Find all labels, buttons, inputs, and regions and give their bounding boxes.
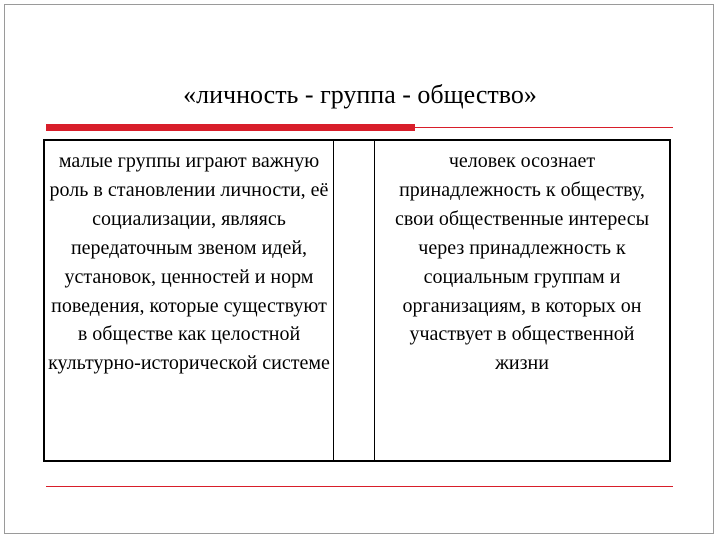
title-underline-bar — [46, 124, 415, 131]
table-cell-middle — [333, 141, 375, 460]
bottom-divider — [46, 486, 673, 487]
table-cell-left: малые группы играют важную роль в становлении личности, её социализации, являясь передаточным звеном идей, установок, ценностей и норм поведения, которые существуют в обществе как целостной культурно-исторической системе — [48, 150, 330, 375]
table-cell-right: человек осознает принадлежность к обществу, свои общественные интересы через принадлежность к социальным группам и организациям, в которых он участвует в общественной жизни — [394, 150, 650, 375]
slide-title: «личность - группа - общество» — [183, 80, 537, 109]
title-underline-thin — [415, 127, 673, 128]
comparison-table — [43, 139, 671, 462]
